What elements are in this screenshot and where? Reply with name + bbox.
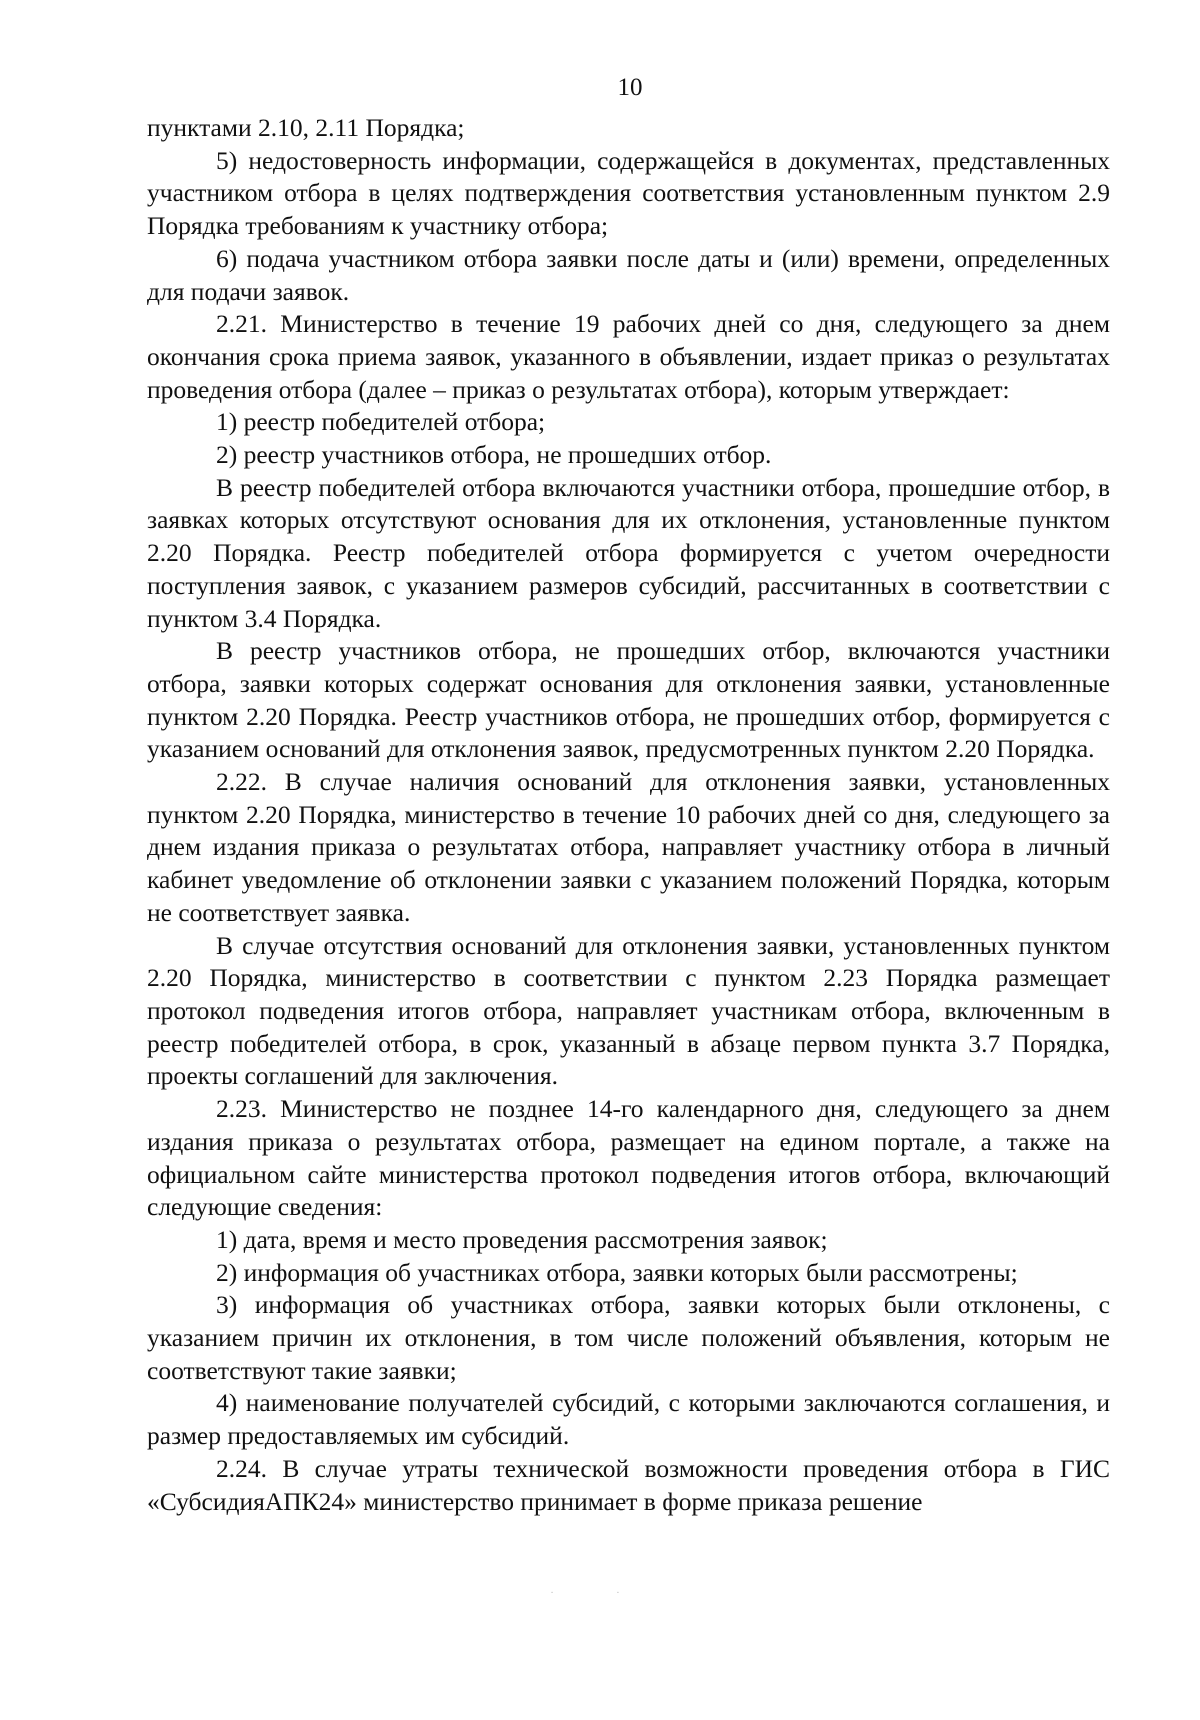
paragraph: В реестр победителей отбора включаются участники отбора, прошедшие отбор, в заявках которых отсутствуют основания для их отклонения, установленные пунктом 2.20 Порядка. Реестр победителей отбора формируется с учетом очередности поступления заявок, с указанием размеров субсидий, рассчитанных в соответствии с пунктом 3.4 Порядка. [147,472,1110,633]
paragraph: 2.24. В случае утраты технической возможности проведения отбора в ГИС «СубсидияАПК24» министерство принимает в форме приказа решение [147,1453,1110,1516]
paragraph: пунктами 2.10, 2.11 Порядка; [147,113,465,142]
paragraph: 1) реестр победителей отбора; [216,407,546,437]
paragraph: 2) информация об участниках отбора, заявки которых были рассмотрены; [216,1257,1018,1287]
paragraph: В реестр участников отбора, не прошедших отбор, включаются участники отбора, заявки которых содержат основания для отклонения заявки, установленные пунктом 2.20 Порядка. Реестр участников отбора, не прошедших отбор, формируется с указанием оснований для отклонения заявок, предусмотренных пунктом 2.20 Порядка. [147,636,1110,764]
paragraph: 1) дата, время и место проведения рассмотрения заявок; [216,1224,828,1254]
paragraph: 4) наименование получателей субсидий, с которыми заключаются соглашения, и размер предоставляемых им субсидий. [147,1388,1110,1451]
page-number: 10 [617,74,643,101]
document-text [147,112,1110,1518]
paragraph: 2.23. Министерство не позднее 14-го календарного дня, следующего за днем издания приказа о результатах отбора, размещает на едином портале, а также на официальном сайте министерства протокол подведения итогов отбора, включающий следующие сведения: [147,1094,1110,1222]
paragraph: 3) информация об участниках отбора, заявки которых были отклонены, с указанием причин их отклонения, в том числе положений объявления, которым не соответствуют такие заявки; [147,1290,1110,1385]
paragraph: 2) реестр участников отбора, не прошедших отбор. [216,440,772,470]
paragraph: 2.22. В случае наличия оснований для отклонения заявки, установленных пунктом 2.20 Порядка, министерство в течение 10 рабочих дней со дня, следующего за днем издания приказа о результатах отбора, направляет участнику отбора в личный кабинет уведомление об отклонении заявки с указанием положений Порядка, которым не соответствует заявка. [147,767,1110,927]
paragraph: 2.21. Министерство в течение 19 рабочих дней со дня, следующего за днем окончания срока приема заявок, указанного в объявлении, издает приказ о результатах проведения отбора (далее – приказ о результатах отбора), которым утверждает: [147,309,1110,404]
scan-artifact: · · [550,1588,650,1599]
paragraph: 5) недостоверность информации, содержащейся в документах, представленных участником отбора в целях подтверждения соответствия установленным пунктом 2.9 Порядка требованиям к участнику отбора; [147,145,1110,241]
paragraph: В случае отсутствия оснований для отклонения заявки, установленных пунктом 2.20 Порядка, министерство в соответствии с пунктом 2.23 Порядка размещает протокол подведения итогов отбора, направляет участникам отбора, включенным в реестр победителей отбора, в срок, указанный в абзаце первом пункта 3.7 Порядка, проекты соглашений для заключения. [147,930,1110,1091]
paragraph: 6) подача участником отбора заявки после даты и (или) времени, определенных для подачи заявок. [147,243,1110,306]
